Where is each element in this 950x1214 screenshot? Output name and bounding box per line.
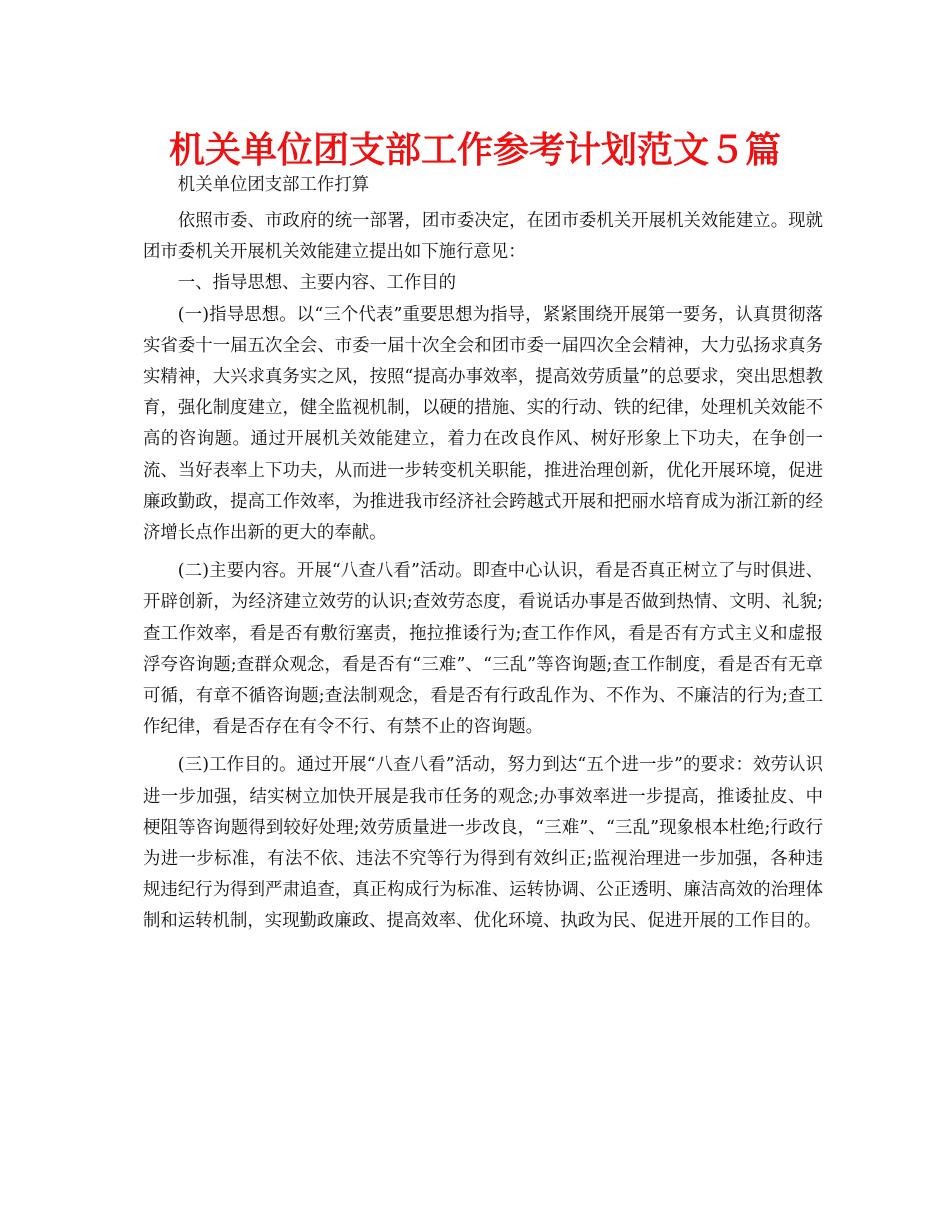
paragraph-guiding-thought: (一)指导思想。以“三个代表”重要思想为指导，紧紧围绕开展第一要务，认真贯彻落实省委十一届五次全会、市委一届十次全会和团市委一届四次全会精神，大力弘扬求真务实精神，大兴求真务实之风，按照“提高办事效率，提高效劳质量”的总要求，突出思想教育，强化制度建立，健全监视机制，以硬的措施、实的行动、铁的纪律，处理机关效能不高的咨询题。通过开展机关效能建立，着力在改良作风、树好形象上下功夫，在争创一流、当好表率上下功夫，从而进一步转变机关职能，推进治理创新，优化开展环境，促进廉政勤政，提高工作效率，为推进我市经济社会跨越式开展和把丽水培育成为浙江新的经济增长点作出新的更大的奉献。 (143, 304, 823, 544)
document-body (143, 172, 823, 938)
paragraph-intro: 依照市委、市政府的统一部署，团市委决定，在团市委机关开展机关效能建立。现就团市委机关开展机关效能建立提出如下施行意见： (143, 211, 823, 263)
paragraph-work-goal: (三)工作目的。通过开展“八查八看”活动，努力到达“五个进一步”的要求：效劳认识进一步加强，结实树立加快开展是我市任务的观念;办事效率进一步提高，推诿扯皮、中梗阻等咨询题得到较好处理;效劳质量进一步改良，“三难”、“三乱”现象根本杜绝;行政行为进一步标准，有法不依、违法不究等行为得到有效纠正;监视治理进一步加强，各种违规违纪行为得到严肃追查，真正构成行为标准、运转协调、公正透明、廉洁高效的治理体制和运转机制，实现勤政廉政、提高效率、优化环境、执政为民、促进开展的工作目的。 (143, 755, 823, 932)
section-heading: 一、指导思想、主要内容、工作目的 (177, 273, 457, 294)
document-subtitle: 机关单位团支部工作打算 (177, 175, 370, 195)
document-title: 机关单位团支部工作参考计划范文５篇 (168, 130, 781, 171)
paragraph-main-content: (二)主要内容。开展“八查八看”活动。即查中心认识，看是否真正树立了与时俱进、开辟创新，为经济建立效劳的认识;查效劳态度，看说话办事是否做到热情、文明、礼貌;查工作效率，看是否有敷衍塞责，拖拉推诿行为;查工作作风，看是否有方式主义和虚报浮夸咨询题;查群众观念，看是否有“三难”、“三乱”等咨询题;查工作制度，看是否有无章可循，有章不循咨询题;查法制观念，看是否有行政乱作为、不作为、不廉洁的行为;查工作纪律，看是否存在有令不行、有禁不止的咨询题。 (143, 561, 823, 738)
